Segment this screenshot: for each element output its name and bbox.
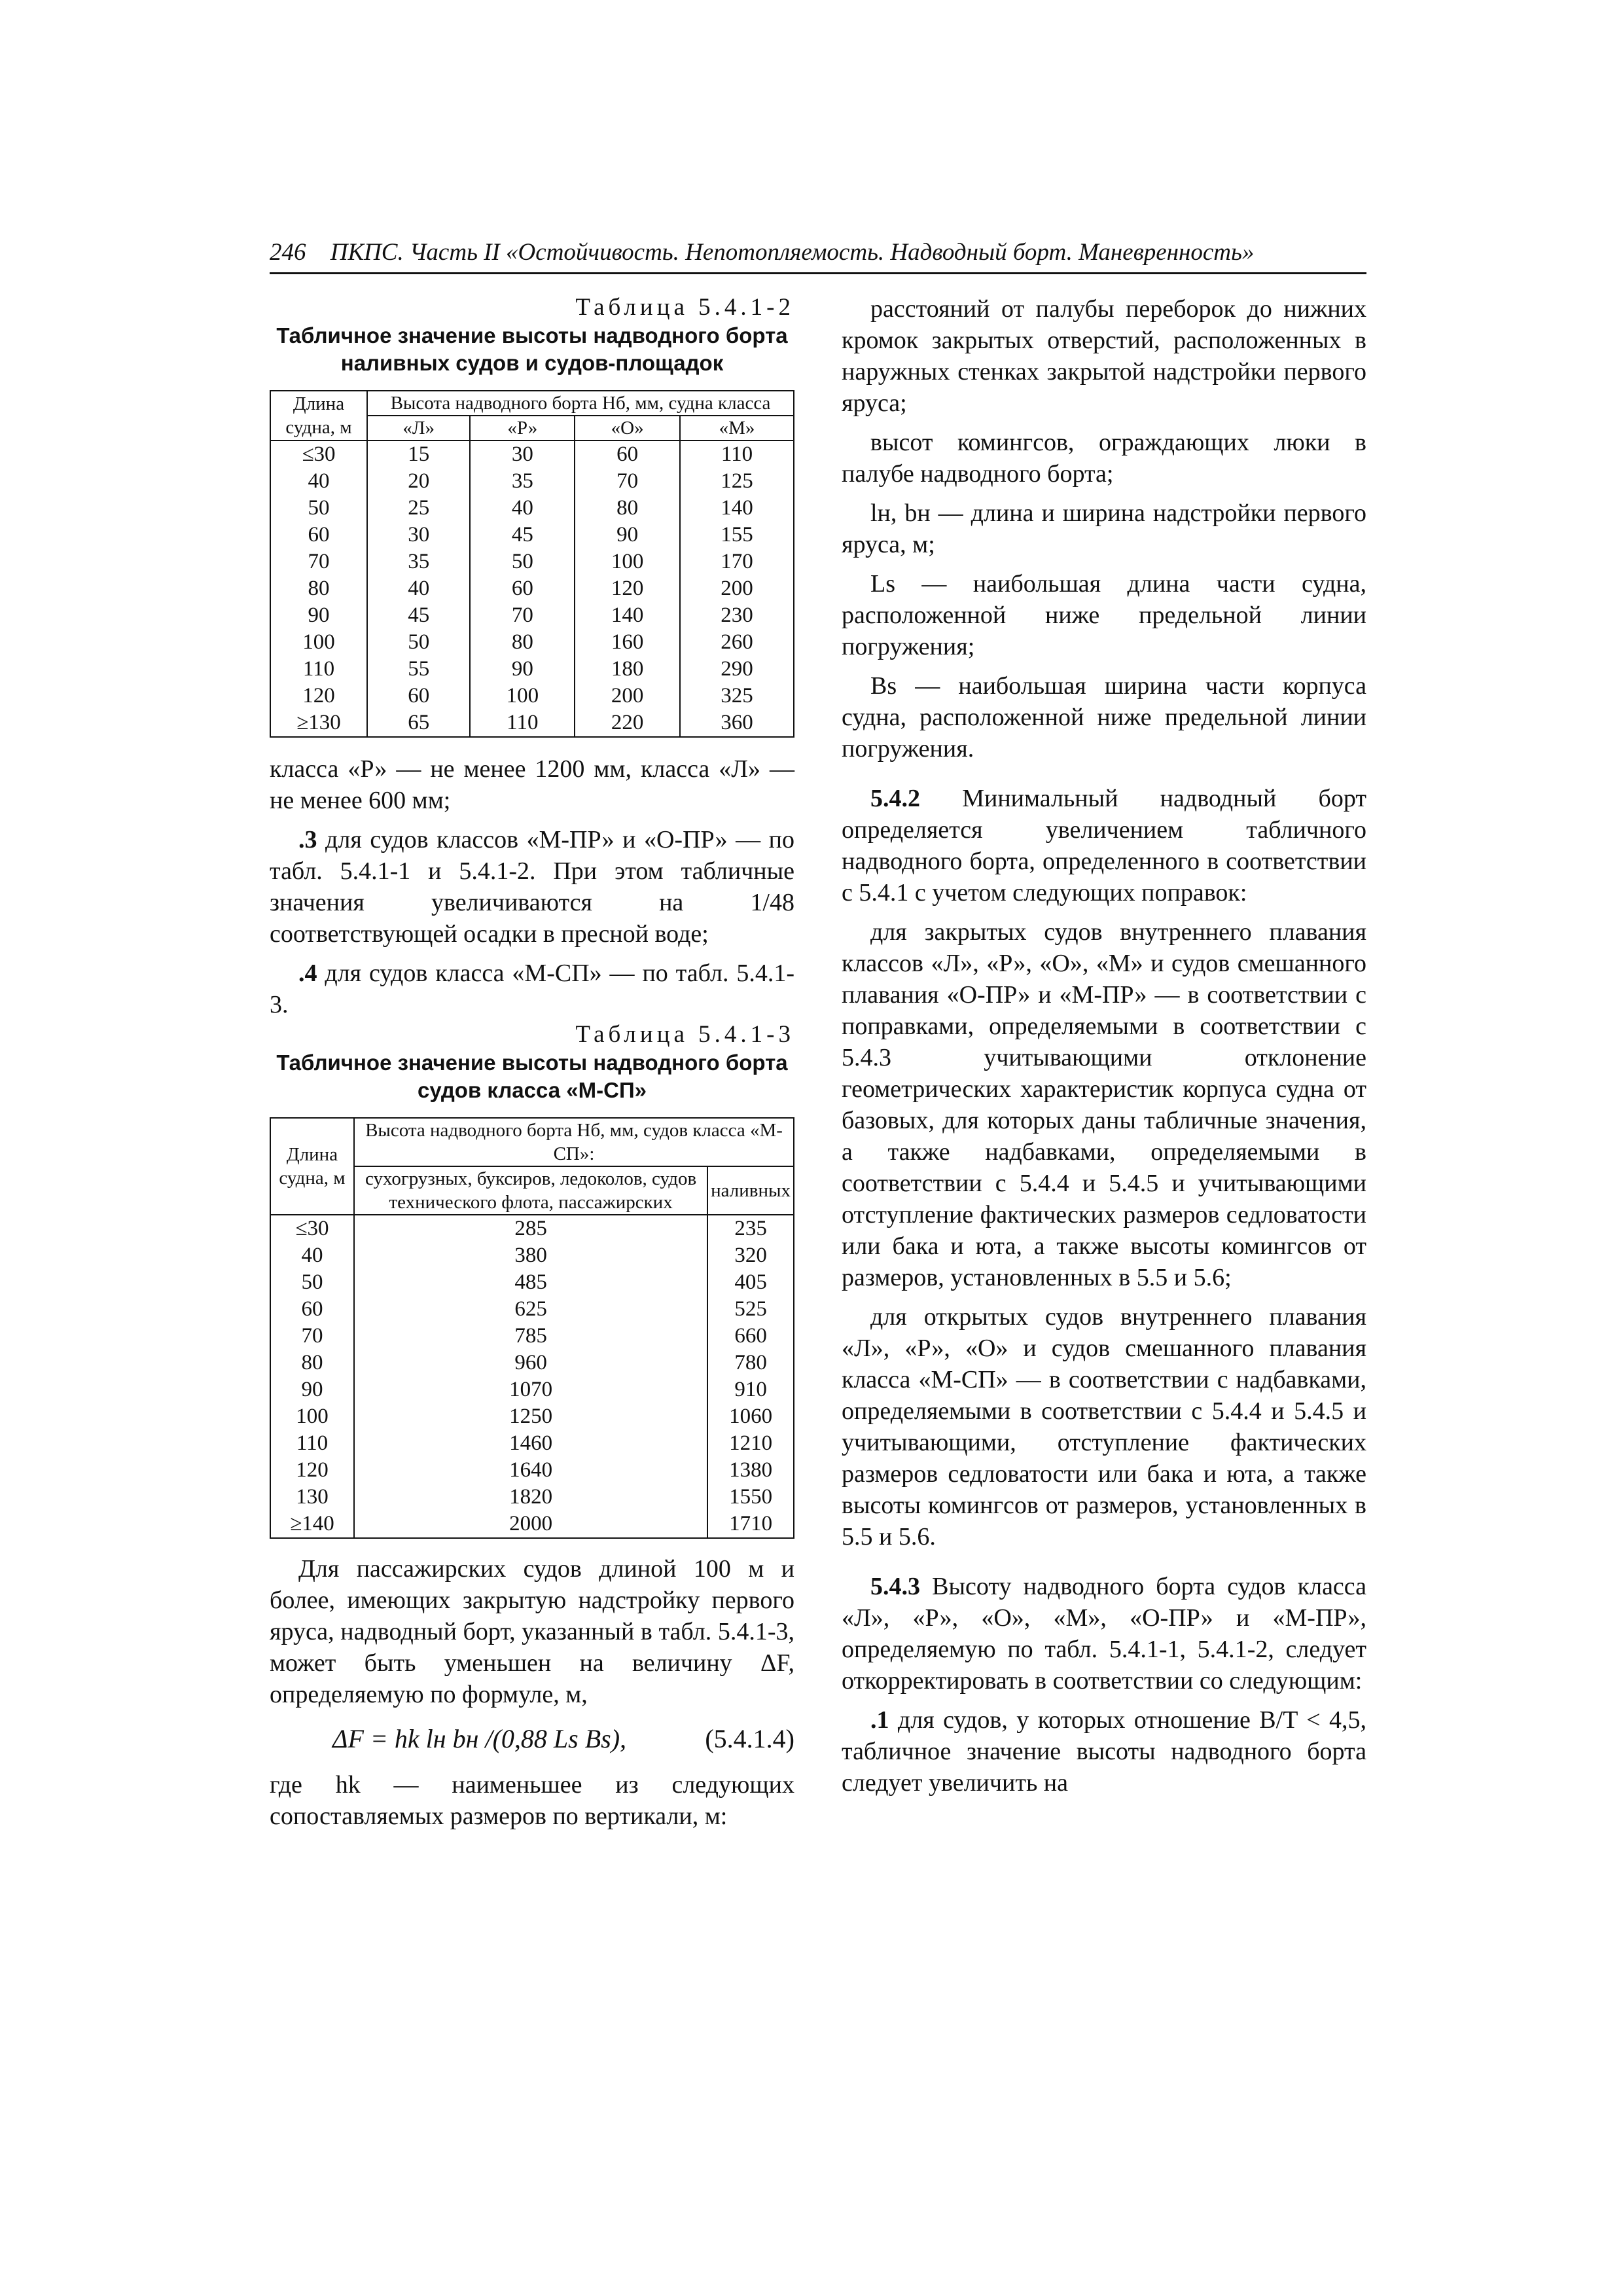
table1-title-line1: Табличное значение высоты надводного борта (276, 323, 788, 348)
length-cell: 60 (270, 522, 367, 548)
value-cell: 90 (470, 656, 575, 683)
value-cell: 70 (470, 602, 575, 629)
left-column (270, 293, 794, 1840)
item-number: .4 (298, 960, 317, 987)
right-column (842, 293, 1366, 1806)
paragraph-item-1 (842, 1704, 1366, 1799)
paragraph-coamings: высот комингсов, ограждающих люки в палубе надводного борта; (842, 429, 1366, 488)
value-cell: 160 (575, 629, 680, 656)
length-cell: 100 (270, 629, 367, 656)
table1-class-header: «Р» (470, 416, 575, 440)
value-cell: 380 (354, 1242, 707, 1269)
table-row (270, 1296, 794, 1323)
length-cell: 90 (270, 1376, 354, 1403)
length-cell: 40 (270, 1242, 354, 1269)
value-cell: 1070 (354, 1376, 707, 1403)
value-cell: 60 (367, 683, 470, 709)
page-number: 246 (270, 239, 306, 266)
table1-group-header: Высота надводного борта Нб, мм, судна класса (367, 391, 794, 416)
table-row (270, 1403, 794, 1430)
section-5-4-3 (842, 1571, 1366, 1696)
value-cell: 1380 (707, 1457, 794, 1484)
table-row (270, 1350, 794, 1376)
value-cell: 50 (367, 629, 470, 656)
value-cell: 785 (354, 1323, 707, 1350)
table2-title-line1: Табличное значение высоты надводного борта (276, 1050, 788, 1075)
table-row (270, 656, 794, 683)
table-row (270, 1242, 794, 1269)
value-cell: 625 (354, 1296, 707, 1323)
value-cell: 30 (470, 440, 575, 468)
value-cell: 155 (680, 522, 794, 548)
length-cell: ≥140 (270, 1511, 354, 1538)
length-cell: 100 (270, 1403, 354, 1430)
value-cell: 1460 (354, 1430, 707, 1457)
value-cell: 200 (680, 575, 794, 602)
value-cell: 140 (680, 495, 794, 522)
length-cell: 60 (270, 1296, 354, 1323)
table1-class-header: «О» (575, 416, 680, 440)
paragraph-ls: Ls — наибольшая длина части судна, расположенной ниже предельной линии погружения; (842, 570, 1366, 660)
table1-class-header: «Л» (367, 416, 470, 440)
table-row (270, 548, 794, 575)
section-number: 5.4.3 (870, 1573, 920, 1600)
section-number: 5.4.2 (870, 785, 920, 812)
value-cell: 235 (707, 1215, 794, 1242)
value-cell: 170 (680, 548, 794, 575)
section-text: Минимальный надводный борт определяется увеличением табличного надводного борта, определенного в соответствии с 5.4.1 с учетом следующих поправок: (842, 785, 1366, 906)
value-cell: 70 (575, 468, 680, 495)
value-cell: 100 (470, 683, 575, 709)
value-cell: 660 (707, 1323, 794, 1350)
table-5-4-1-2 (270, 390, 794, 738)
paragraph-hk-definition: где hk — наименьшее из следующих сопоставляемых размеров по вертикали, м: (270, 1771, 794, 1830)
value-cell: 910 (707, 1376, 794, 1403)
length-cell: 110 (270, 656, 367, 683)
paragraph-passenger-ships: Для пассажирских судов длиной 100 м и более, имеющих закрытую надстройку первого яруса, надводный борт, указанный в табл. 5.4.1-3, может быть уменьшен на величину ΔF, определяемую по формуле, м, (270, 1555, 794, 1708)
table-row (270, 1323, 794, 1350)
value-cell: 30 (367, 522, 470, 548)
table-row (270, 709, 794, 737)
length-cell: 40 (270, 468, 367, 495)
value-cell: 525 (707, 1296, 794, 1323)
table-row (270, 1457, 794, 1484)
item-text: для судов класса «М-СП» — по табл. 5.4.1-3. (270, 960, 794, 1018)
item-number: .1 (870, 1706, 889, 1734)
value-cell: 100 (575, 548, 680, 575)
table-row (270, 1376, 794, 1403)
length-cell: 130 (270, 1484, 354, 1511)
running-header (270, 237, 1366, 274)
value-cell: 2000 (354, 1511, 707, 1538)
value-cell: 290 (680, 656, 794, 683)
length-cell: ≤30 (270, 440, 367, 468)
value-cell: 1550 (707, 1484, 794, 1511)
paragraph-item-4 (270, 958, 794, 1020)
value-cell: 35 (470, 468, 575, 495)
value-cell: 1710 (707, 1511, 794, 1538)
value-cell: 15 (367, 440, 470, 468)
paragraph-bs: Bs — наибольшая ширина части корпуса судна, расположенной ниже предельной линии погружения. (842, 672, 1366, 762)
value-cell: 80 (575, 495, 680, 522)
table-row (270, 1269, 794, 1296)
value-cell: 960 (354, 1350, 707, 1376)
value-cell: 1250 (354, 1403, 707, 1430)
table-row (270, 440, 794, 468)
length-cell: 110 (270, 1430, 354, 1457)
formula-number: (5.4.1.4) (705, 1724, 794, 1753)
paragraph-ln-bn: lн, bн — длина и ширина надстройки первого яруса, м; (842, 499, 1366, 558)
table-row (270, 495, 794, 522)
length-cell: 50 (270, 495, 367, 522)
length-cell: 120 (270, 1457, 354, 1484)
value-cell: 180 (575, 656, 680, 683)
table2-caption: Таблица 5.4.1-3 (575, 1021, 794, 1048)
value-cell: 780 (707, 1350, 794, 1376)
table2-title-line2: судов класса «М-СП» (417, 1078, 647, 1102)
value-cell: 25 (367, 495, 470, 522)
running-title: ПКПС. Часть II «Остойчивость. Непотопляемость. Надводный борт. Маневренность» (330, 239, 1255, 266)
value-cell: 325 (680, 683, 794, 709)
length-cell: 70 (270, 548, 367, 575)
value-cell: 60 (575, 440, 680, 468)
length-cell: 70 (270, 1323, 354, 1350)
paragraph-item-3 (270, 824, 794, 950)
table2-subheader-drycargo: сухогрузных, буксиров, ледоколов, судов технического флота, пассажирских (354, 1166, 707, 1215)
table-row (270, 629, 794, 656)
table2-length-header: Длина судна, м (270, 1118, 354, 1215)
paragraph-class-limits: класса «Р» — не менее 1200 мм, класса «Л» — не менее 600 мм; (270, 755, 794, 814)
table-5-4-1-3 (270, 1117, 794, 1539)
table-row (270, 1511, 794, 1538)
value-cell: 200 (575, 683, 680, 709)
value-cell: 285 (354, 1215, 707, 1242)
value-cell: 20 (367, 468, 470, 495)
section-5-4-2 (842, 783, 1366, 908)
paragraph-closed-ships: для закрытых судов внутреннего плавания классов «Л», «Р», «О», «М» и судов смешанного плавания «О-ПР» и «М-ПР» — в соответствии с поправками, определяемыми в соответствии с 5.4.3 учитывающими отклонение геометрических характеристик корпуса судна от базовых, для которых даны табличные значения, а также надбавками, определяемыми в соответствии с 5.4.4 и 5.4.5 и учитывающими отступление фактических размеров седловатости или бака и юта, а также высоты комингсов от размеров, установленных в 5.5 и 5.6; (842, 918, 1366, 1291)
item-number: .3 (298, 826, 317, 853)
value-cell: 65 (367, 709, 470, 737)
value-cell: 80 (470, 629, 575, 656)
value-cell: 125 (680, 468, 794, 495)
value-cell: 220 (575, 709, 680, 737)
paragraph-open-ships: для открытых судов внутреннего плавания «Л», «Р», «О» и судов смешанного плавания класса «М-СП» — в соответствии с надбавками, определяемыми в соответствии с 5.4.4 и 5.4.5 и учитывающими, отступление фактических размеров седловатости или бака и юта, а также высоты комингсов от размеров, установленных в 5.5 и 5.6. (842, 1303, 1366, 1551)
value-cell: 35 (367, 548, 470, 575)
table-row (270, 575, 794, 602)
value-cell: 50 (470, 548, 575, 575)
table2-subheader-tanker: наливных (707, 1166, 794, 1215)
length-cell: 90 (270, 602, 367, 629)
item-text: для судов, у которых отношение B/T < 4,5, табличное значение высоты надводного борта следует увеличить на (842, 1706, 1366, 1797)
length-cell: 80 (270, 1350, 354, 1376)
table1-title-line2: наливных судов и судов-площадок (340, 351, 724, 375)
value-cell: 60 (470, 575, 575, 602)
formula-expression: ΔF = hk lн bн /(0,88 Ls Bs), (332, 1724, 627, 1753)
value-cell: 45 (367, 602, 470, 629)
formula-5-4-1-4 (270, 1718, 794, 1760)
value-cell: 1640 (354, 1457, 707, 1484)
value-cell: 55 (367, 656, 470, 683)
table1-class-header: «М» (680, 416, 794, 440)
table-row (270, 602, 794, 629)
value-cell: 485 (354, 1269, 707, 1296)
value-cell: 120 (575, 575, 680, 602)
value-cell: 230 (680, 602, 794, 629)
value-cell: 45 (470, 522, 575, 548)
value-cell: 40 (470, 495, 575, 522)
value-cell: 360 (680, 709, 794, 737)
length-cell: 120 (270, 683, 367, 709)
table1-length-header: Длина судна, м (270, 391, 367, 440)
paragraph-distances: расстояний от палубы переборок до нижних кромок закрытых отверстий, расположенных в наружных стенках закрытой надстройки первого яруса; (842, 295, 1366, 417)
table-row (270, 683, 794, 709)
value-cell: 40 (367, 575, 470, 602)
value-cell: 260 (680, 629, 794, 656)
value-cell: 405 (707, 1269, 794, 1296)
length-cell: 50 (270, 1269, 354, 1296)
value-cell: 1060 (707, 1403, 794, 1430)
length-cell: ≥130 (270, 709, 367, 737)
table2-group-header: Высота надводного борта Нб, мм, судов класса «М-СП»: (354, 1118, 794, 1166)
table1-title (270, 322, 794, 377)
value-cell: 1210 (707, 1430, 794, 1457)
item-text: для судов классов «М-ПР» и «О-ПР» — по табл. 5.4.1-1 и 5.4.1-2. При этом табличные значения увеличиваются на 1/48 соответствующей осадки в пресной воде; (270, 826, 794, 948)
table2-title (270, 1049, 794, 1104)
value-cell: 110 (680, 440, 794, 468)
value-cell: 320 (707, 1242, 794, 1269)
table-row (270, 1215, 794, 1242)
value-cell: 90 (575, 522, 680, 548)
table-row (270, 468, 794, 495)
value-cell: 110 (470, 709, 575, 737)
section-text: Высоту надводного борта судов класса «Л», «Р», «О», «М», «О-ПР» и «М-ПР», определяемую по табл. 5.4.1-1, 5.4.1-2, следует откорректировать в соответствии со следующим: (842, 1573, 1366, 1695)
length-cell: 80 (270, 575, 367, 602)
table-row (270, 1484, 794, 1511)
table-row (270, 522, 794, 548)
table1-caption: Таблица 5.4.1-2 (575, 294, 794, 321)
table-row (270, 1430, 794, 1457)
length-cell: ≤30 (270, 1215, 354, 1242)
value-cell: 1820 (354, 1484, 707, 1511)
value-cell: 140 (575, 602, 680, 629)
